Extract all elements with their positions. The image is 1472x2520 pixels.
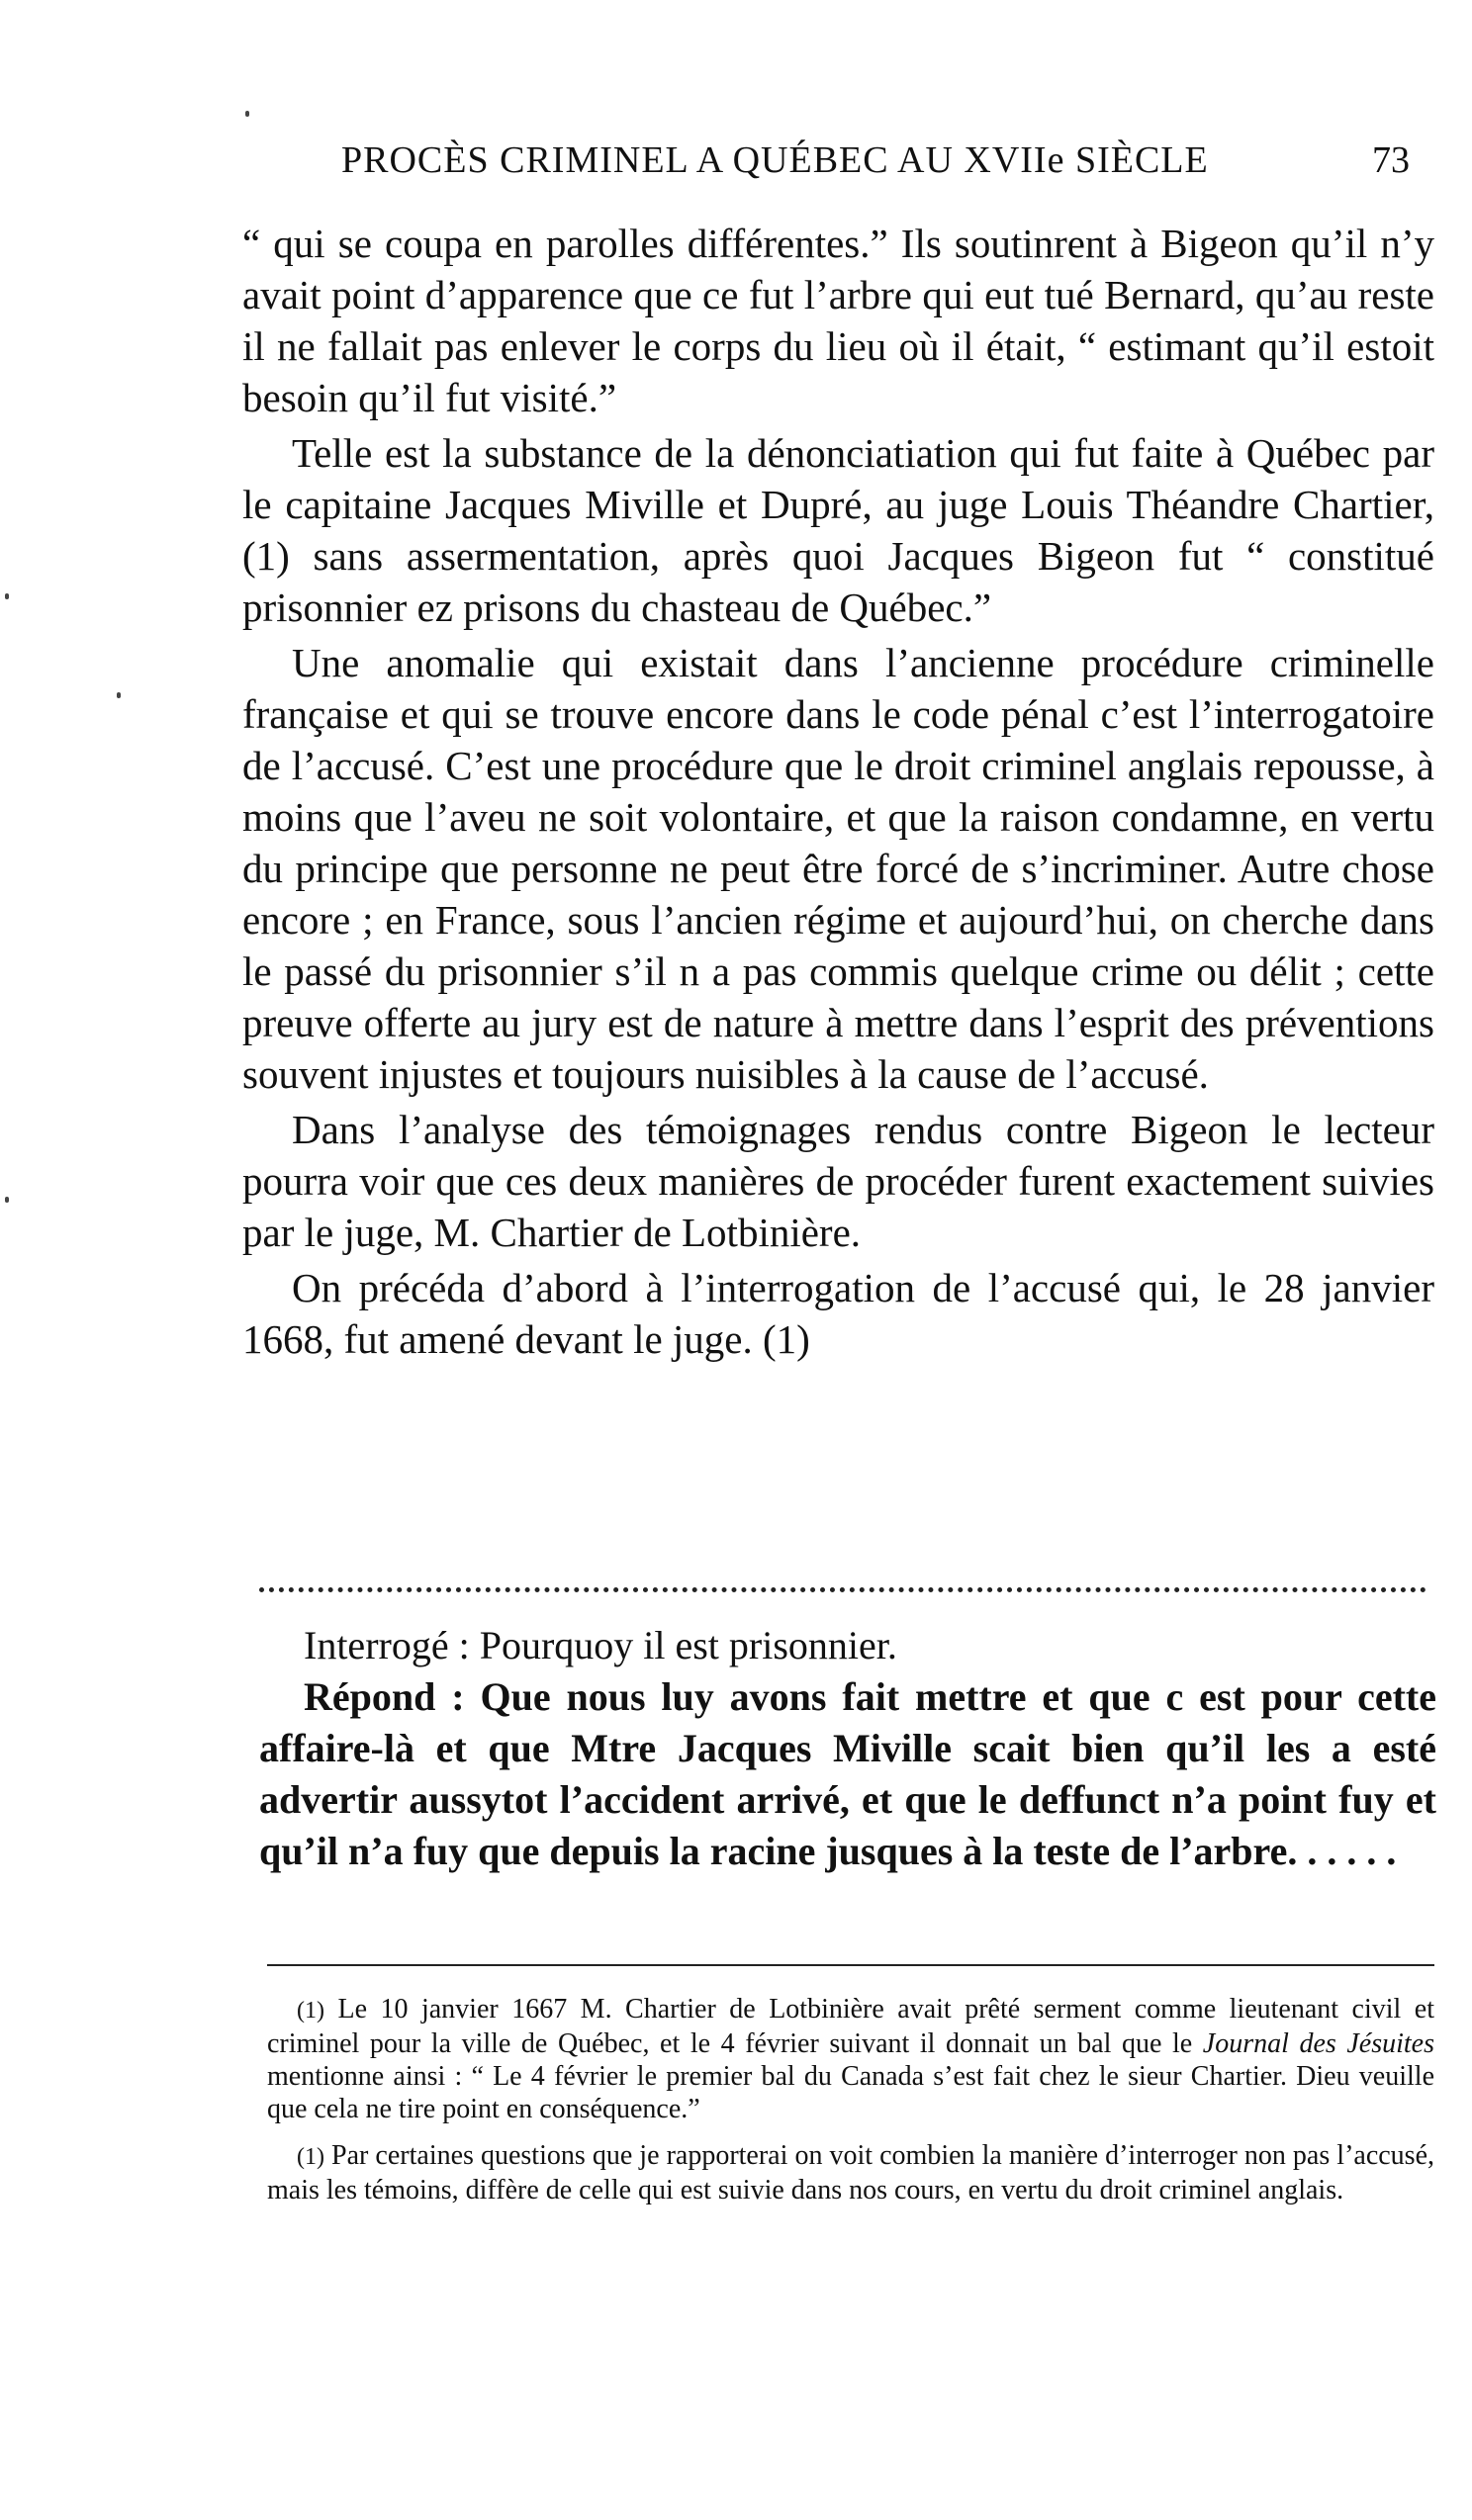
dotted-separator xyxy=(259,1587,1426,1592)
footnote-text: mentionne ainsi : “ Le 4 février le premier bal du Canada s’est fait chez le sieur Chartier. Dieu veuille que cela ne tire point en conséquence.” xyxy=(267,2061,1434,2124)
footnote-marker: (1) xyxy=(297,1998,324,2024)
paragraph: On précéda d’abord à l’interrogation de l’accusé qui, le 28 janvier 1668, fut amené devant le juge. (1) xyxy=(242,1265,1434,1362)
scan-speck xyxy=(5,1197,9,1203)
scan-speck xyxy=(117,692,121,698)
footnotes xyxy=(267,1993,1434,2220)
interrogation-answer: Répond : Que nous luy avons fait mettre et que c est pour cette affaire-là et que Mtre Jacques Miville scait bien qu’il les a esté advertir aussytot l’accident arrivé, et que le deffunct n’a point fuy et qu’il n’a fuy que depuis la racine jusques à la teste de l’arbre. . . . . . xyxy=(259,1674,1436,1873)
footnote-rule xyxy=(267,1964,1434,1966)
interrogation-transcript xyxy=(259,1620,1436,1877)
scan-speck xyxy=(245,111,249,117)
footnote-italic-title: Journal des Jésuites xyxy=(1202,2028,1434,2059)
interrogation-question: Interrogé : Pourquoy il est prisonnier. xyxy=(304,1623,897,1667)
paragraph: Une anomalie qui existait dans l’ancienne procédure criminelle française et qui se trouve encore dans le code pénal c’est l’interrogatoire de l’accusé. C’est une procédure que le droit criminel anglais repousse, à moins que l’aveu ne soit volontaire, et que la raison condamne, en vertu du principe que personne ne peut être forcé de s’incriminer. Autre chose encore ; en France, sous l’ancien régime et aujourd’hui, on cherche dans le passé du prisonnier s’il n a pas commis quelque crime ou délit ; cette preuve offerte au jury est de nature à mettre dans l’esprit des préventions souvent injustes et toujours nuisibles à la cause de l’accusé. xyxy=(242,640,1434,1097)
page-number: 73 xyxy=(1372,139,1410,181)
paragraph: Telle est la substance de la dénonciatiation qui fut faite à Québec par le capitaine Jacques Miville et Dupré, au juge Louis Théandre Chartier, (1) sans assermentation, après quoi Jacques Bigeon fut “ constitué prisonnier ez prisons du chasteau de Québec.” xyxy=(242,430,1434,630)
scan-speck xyxy=(5,593,9,599)
footnote-text: Par certaines questions que je rapporterai on voit combien la manière d’interroger non pas l’accusé, mais les témoins, diffère de celle qui est suivie dans nos cours, en vertu du droit criminel anglais. xyxy=(267,2140,1434,2205)
footnote-marker: (1) xyxy=(297,2144,324,2170)
page-header xyxy=(341,138,1410,188)
footnote xyxy=(267,1993,1434,2125)
running-title: PROCÈS CRIMINEL A QUÉBEC AU XVIIe SIÈCLE xyxy=(341,139,1209,181)
main-text xyxy=(242,218,1434,1369)
paragraph: Dans l’analyse des témoignages rendus contre Bigeon le lecteur pourra voir que ces deux manières de procéder furent exactement suivies par le juge, M. Chartier de Lotbinière. xyxy=(242,1107,1434,1255)
paragraph: “ qui se coupa en parolles différentes.” Ils soutinrent à Bigeon qu’il n’y avait point d’apparence que ce fut l’arbre qui eut tué Bernard, qu’au reste il ne fallait pas enlever le corps du lieu où il était, “ estimant qu’il estoit besoin qu’il fut visité.” xyxy=(242,221,1434,420)
footnote-text: Le 10 janvier 1667 M. Chartier de Lotbinière avait prêté serment comme lieutenant civil et criminel pour la ville de Québec, et le 4 février suivant il donnait un bal que le xyxy=(267,1994,1434,2059)
footnote xyxy=(267,2139,1434,2206)
